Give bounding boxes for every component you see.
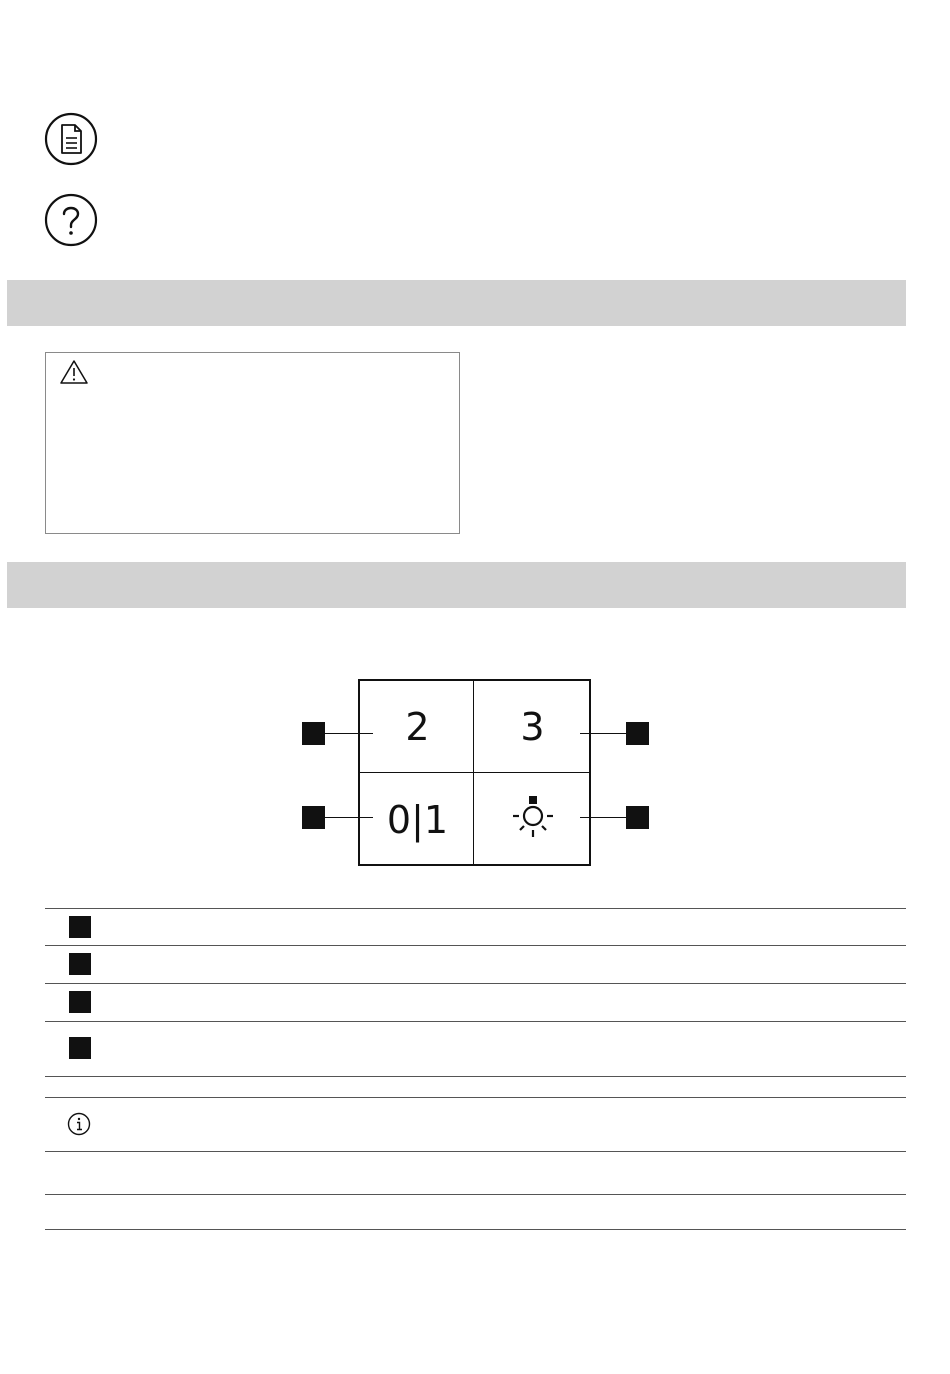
callout-leader: [325, 733, 373, 734]
table-rule: [45, 983, 906, 984]
table-rule: [45, 908, 906, 909]
section-header-band: [7, 280, 906, 326]
legend-marker: [69, 916, 91, 938]
light-bulb-icon[interactable]: [508, 794, 558, 840]
speed-2-button[interactable]: 2: [405, 705, 430, 749]
warning-triangle-icon: [59, 359, 89, 385]
warning-box: [45, 352, 460, 534]
document-icon: [44, 112, 98, 166]
panel-divider: [358, 772, 591, 773]
callout-leader: [325, 817, 373, 818]
callout-leader: [580, 817, 626, 818]
table-rule: [45, 1076, 906, 1077]
legend-marker: [69, 1037, 91, 1059]
question-icon: [44, 193, 98, 247]
section-header-band: [7, 562, 906, 608]
callout-marker: [626, 806, 649, 829]
legend-marker: [69, 991, 91, 1013]
callout-marker: [302, 806, 325, 829]
callout-marker: [302, 722, 325, 745]
table-rule: [45, 1194, 906, 1195]
callout-leader: [580, 733, 626, 734]
on-off-button[interactable]: 0|1: [386, 798, 449, 842]
info-icon: [67, 1112, 91, 1136]
speed-3-button[interactable]: 3: [520, 705, 545, 749]
table-rule: [45, 1229, 906, 1230]
callout-marker: [626, 722, 649, 745]
table-rule: [45, 945, 906, 946]
table-rule: [45, 1151, 906, 1152]
table-rule: [45, 1021, 906, 1022]
legend-marker: [69, 953, 91, 975]
table-rule: [45, 1097, 906, 1098]
